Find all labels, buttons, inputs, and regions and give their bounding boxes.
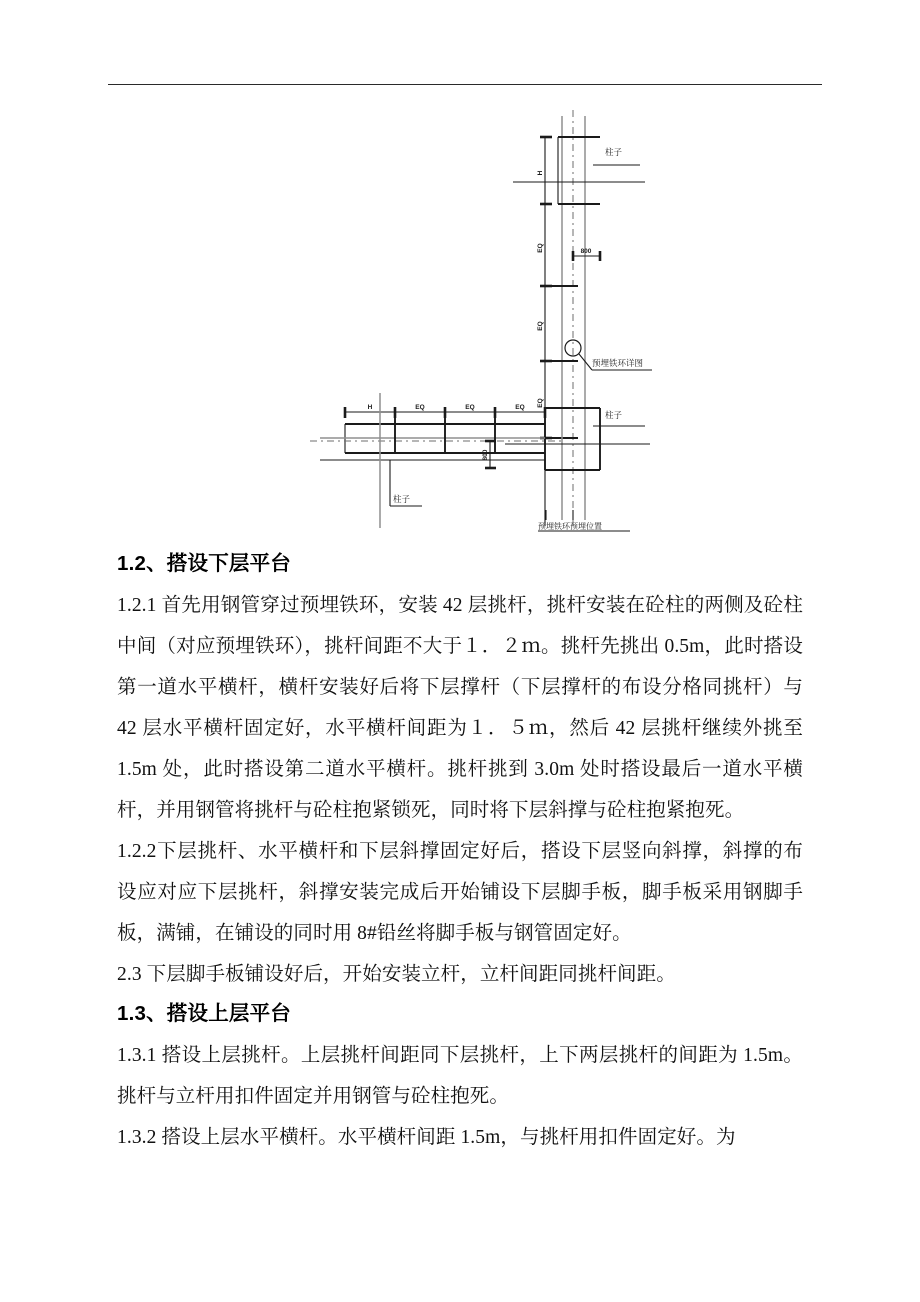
header-divider-rule (108, 84, 822, 85)
figure-dim-800-lower: 800 (482, 449, 489, 461)
heading-1-2: 1.2、搭设下层平台 (117, 552, 291, 575)
paragraph-1-2-2: 1.2.2下层挑杆、水平横杆和下层斜撑固定好后，搭设下层竖向斜撑，斜撑的布设应对应下层挑杆，斜撑安装完成后开始铺设下层脚手板，脚手板采用钢脚手板，满铺，在铺设的同时用 8#铅丝将脚手板与钢管固定好。 (117, 841, 803, 944)
figure-dim-h-h: H (367, 404, 373, 411)
figure-caption-bottom: 预埋铁环预埋位置 (538, 522, 602, 531)
heading-1-3: 1.3、搭设上层平台 (117, 1002, 291, 1025)
figure-dim-800-upper: 800 (580, 248, 592, 255)
paragraph-2-3: 2.3 下层脚手板铺设好后，开始安装立杆，立杆间距同挑杆间距。 (117, 964, 676, 985)
figure-callout-ring-detail: 预埋铁环详图 (592, 358, 644, 368)
document-body (117, 545, 803, 1158)
figure-dim-h-eq-1: EQ (415, 404, 425, 411)
figure-dim-v-eq-2: EQ (537, 321, 544, 331)
figure-dim-h-eq-3: EQ (515, 404, 525, 411)
paragraph-1-3-1: 1.3.1 搭设上层挑杆。上层挑杆间距同下层挑杆，上下两层挑杆的间距为 1.5m。挑杆与立杆用扣件固定并用钢管与砼柱抱死。 (117, 1045, 803, 1107)
figure-dim-v-h: H (537, 170, 544, 176)
figure-label-column-bottom: 柱子 (393, 494, 411, 504)
figure-dim-v-eq-1: EQ (537, 243, 544, 253)
figure-label-column-mid: 柱子 (605, 410, 623, 420)
paragraph-1-2-1: 1.2.1 首先用钢管穿过预埋铁环，安装 42 层挑杆，挑杆安装在砼柱的两侧及砼柱中间（对应预埋铁环），挑杆间距不大于１．２ｍ。挑杆先挑出 0.5m，此时搭设第一道水平横杆，横杆安装好后将下层撑杆（下层撑杆的布设分格同挑杆）与 42 层水平横杆固定好，水平横杆间距为１．５ｍ，然后 42 层挑杆继续外挑至 1.5m 处，此时搭设第二道水平横杆。挑杆挑到 3.0m 处时搭设最后一道水平横杆，并用钢管将挑杆与砼柱抱紧锁死，同时将下层斜撑与砼柱抱紧抱死。 (117, 595, 803, 821)
figure-dim-h-eq-2: EQ (465, 404, 475, 411)
paragraph-1-3-2: 1.3.2 搭设上层水平横杆。水平横杆间距 1.5m，与挑杆用扣件固定好。为 (117, 1127, 736, 1148)
figure-label-column-top: 柱子 (605, 147, 623, 157)
figure-dim-v-eq-3: EQ (537, 398, 544, 408)
technical-drawing-figure (300, 108, 660, 538)
